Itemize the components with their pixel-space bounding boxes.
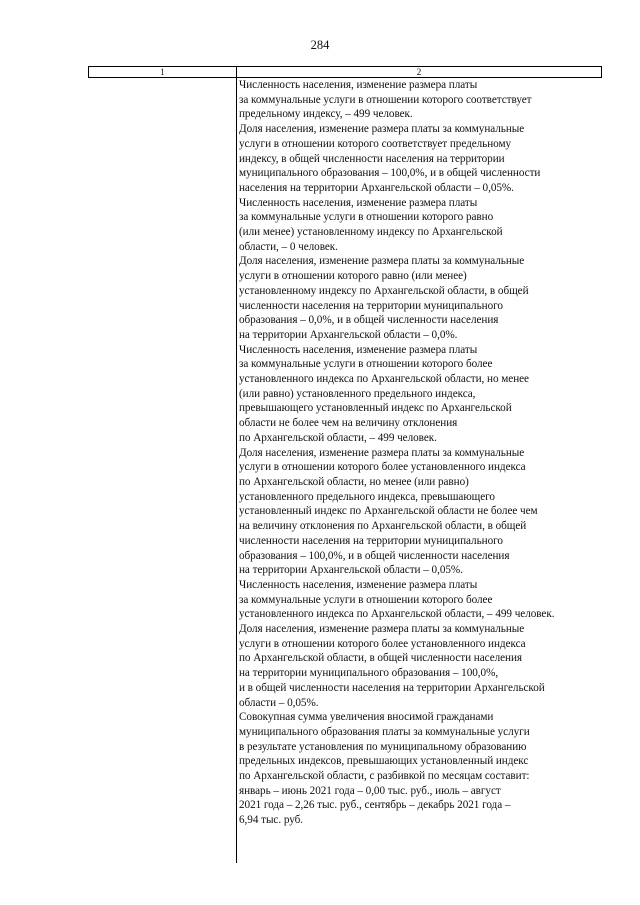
text-line: 2021 года – 2,26 тыс. руб., сентябрь – декабрь 2021 года – bbox=[239, 799, 511, 812]
text-line: муниципального образования платы за коммунальные услуги bbox=[239, 725, 530, 738]
text-line: на величину отклонения по Архангельской области, в общей bbox=[239, 520, 527, 533]
text-line: области – 0,05%. bbox=[239, 696, 319, 709]
text-line: Численность населения, изменение размера платы bbox=[239, 343, 478, 356]
document-table bbox=[88, 66, 602, 866]
text-line: услуги в отношении которого соответствует предельному bbox=[239, 137, 512, 150]
text-line: услуги в отношении которого более установленного индекса bbox=[239, 461, 526, 474]
text-line: муниципального образования – 100,0%, и в общей численности bbox=[239, 167, 541, 180]
text-line: установленный индекс по Архангельской области не более чем bbox=[239, 505, 538, 518]
text-line: образования – 100,0%, и в общей численности населения bbox=[239, 549, 510, 562]
text-line: Численность населения, изменение размера платы bbox=[239, 578, 478, 591]
text-line: установленного предельного индекса, превышающего bbox=[239, 490, 495, 503]
text-line: предельному индексу, – 499 человек. bbox=[239, 108, 413, 121]
text-line: услуги в отношении которого равно (или менее) bbox=[239, 270, 467, 283]
text-line: превышающего установленный индекс по Архангельской bbox=[239, 402, 512, 415]
page-number: 284 bbox=[310, 38, 330, 52]
text-line: Доля населения, изменение размера платы за коммунальные bbox=[239, 255, 525, 268]
text-line: (или менее) установленному индексу по Архангельской bbox=[239, 226, 503, 239]
text-line: и в общей численности населения на территории Архангельской bbox=[239, 681, 545, 694]
text-line: установленному индексу по Архангельской области, в общей bbox=[239, 284, 529, 297]
column-1-header: 1 bbox=[89, 67, 237, 77]
text-line: (или равно) установленного предельного индекса, bbox=[239, 387, 476, 400]
text-line: Доля населения, изменение размера платы за коммунальные bbox=[239, 123, 525, 136]
text-line: по Архангельской области, с разбивкой по месяцам составит: bbox=[239, 770, 530, 783]
text-line: за коммунальные услуги в отношении которого более bbox=[239, 593, 493, 606]
text-line: за коммунальные услуги в отношении которого равно bbox=[239, 211, 494, 224]
text-line: области, – 0 человек. bbox=[239, 240, 338, 253]
column-2-content bbox=[239, 78, 601, 828]
text-line: по Архангельской области, но менее (или равно) bbox=[239, 475, 469, 488]
text-line: предельных индексов, превышающих установленный индекс bbox=[239, 755, 529, 768]
text-line: образования – 0,0%, и в общей численности населения bbox=[239, 314, 499, 327]
text-line: Численность населения, изменение размера платы bbox=[239, 79, 478, 91]
text-line: установленного индекса по Архангельской области, – 499 человек. bbox=[239, 608, 555, 621]
text-line: услуги в отношении которого более установленного индекса bbox=[239, 637, 526, 650]
text-line: 6,94 тыс. руб. bbox=[239, 814, 304, 827]
text-line: населения на территории Архангельской области – 0,05%. bbox=[239, 181, 514, 194]
text-line: в результате установления по муниципальному образованию bbox=[239, 740, 527, 753]
text-line: Доля населения, изменение размера платы за коммунальные bbox=[239, 623, 525, 636]
text-line: по Архангельской области, в общей численности населения bbox=[239, 652, 523, 665]
text-line: за коммунальные услуги в отношении которого соответствует bbox=[239, 93, 532, 106]
column-2-header: 2 bbox=[416, 67, 422, 77]
column-divider bbox=[236, 77, 237, 863]
text-line: Доля населения, изменение размера платы за коммунальные bbox=[239, 446, 525, 459]
text-line: январь – июнь 2021 года – 0,00 тыс. руб., июль – август bbox=[239, 784, 501, 797]
text-line: на территории муниципального образования – 100,0%, bbox=[239, 667, 499, 680]
table-header-row bbox=[88, 66, 602, 78]
text-line: Численность населения, изменение размера платы bbox=[239, 196, 478, 209]
text-line: по Архангельской области, – 499 человек. bbox=[239, 431, 437, 444]
text-line: области не более чем на величину отклонения bbox=[239, 417, 458, 430]
text-line: численности населения на территории муниципального bbox=[239, 299, 503, 312]
text-line: за коммунальные услуги в отношении которого более bbox=[239, 358, 493, 371]
text-line: на территории Архангельской области – 0,0%. bbox=[239, 328, 458, 341]
text-line: численности населения на территории муниципального bbox=[239, 534, 503, 547]
text-line: Совокупная сумма увеличения вносимой гражданами bbox=[239, 711, 494, 724]
text-line: установленного индекса по Архангельской области, но менее bbox=[239, 373, 529, 386]
text-line: на территории Архангельской области – 0,05%. bbox=[239, 564, 463, 577]
text-line: индексу, в общей численности населения на территории bbox=[239, 152, 505, 165]
